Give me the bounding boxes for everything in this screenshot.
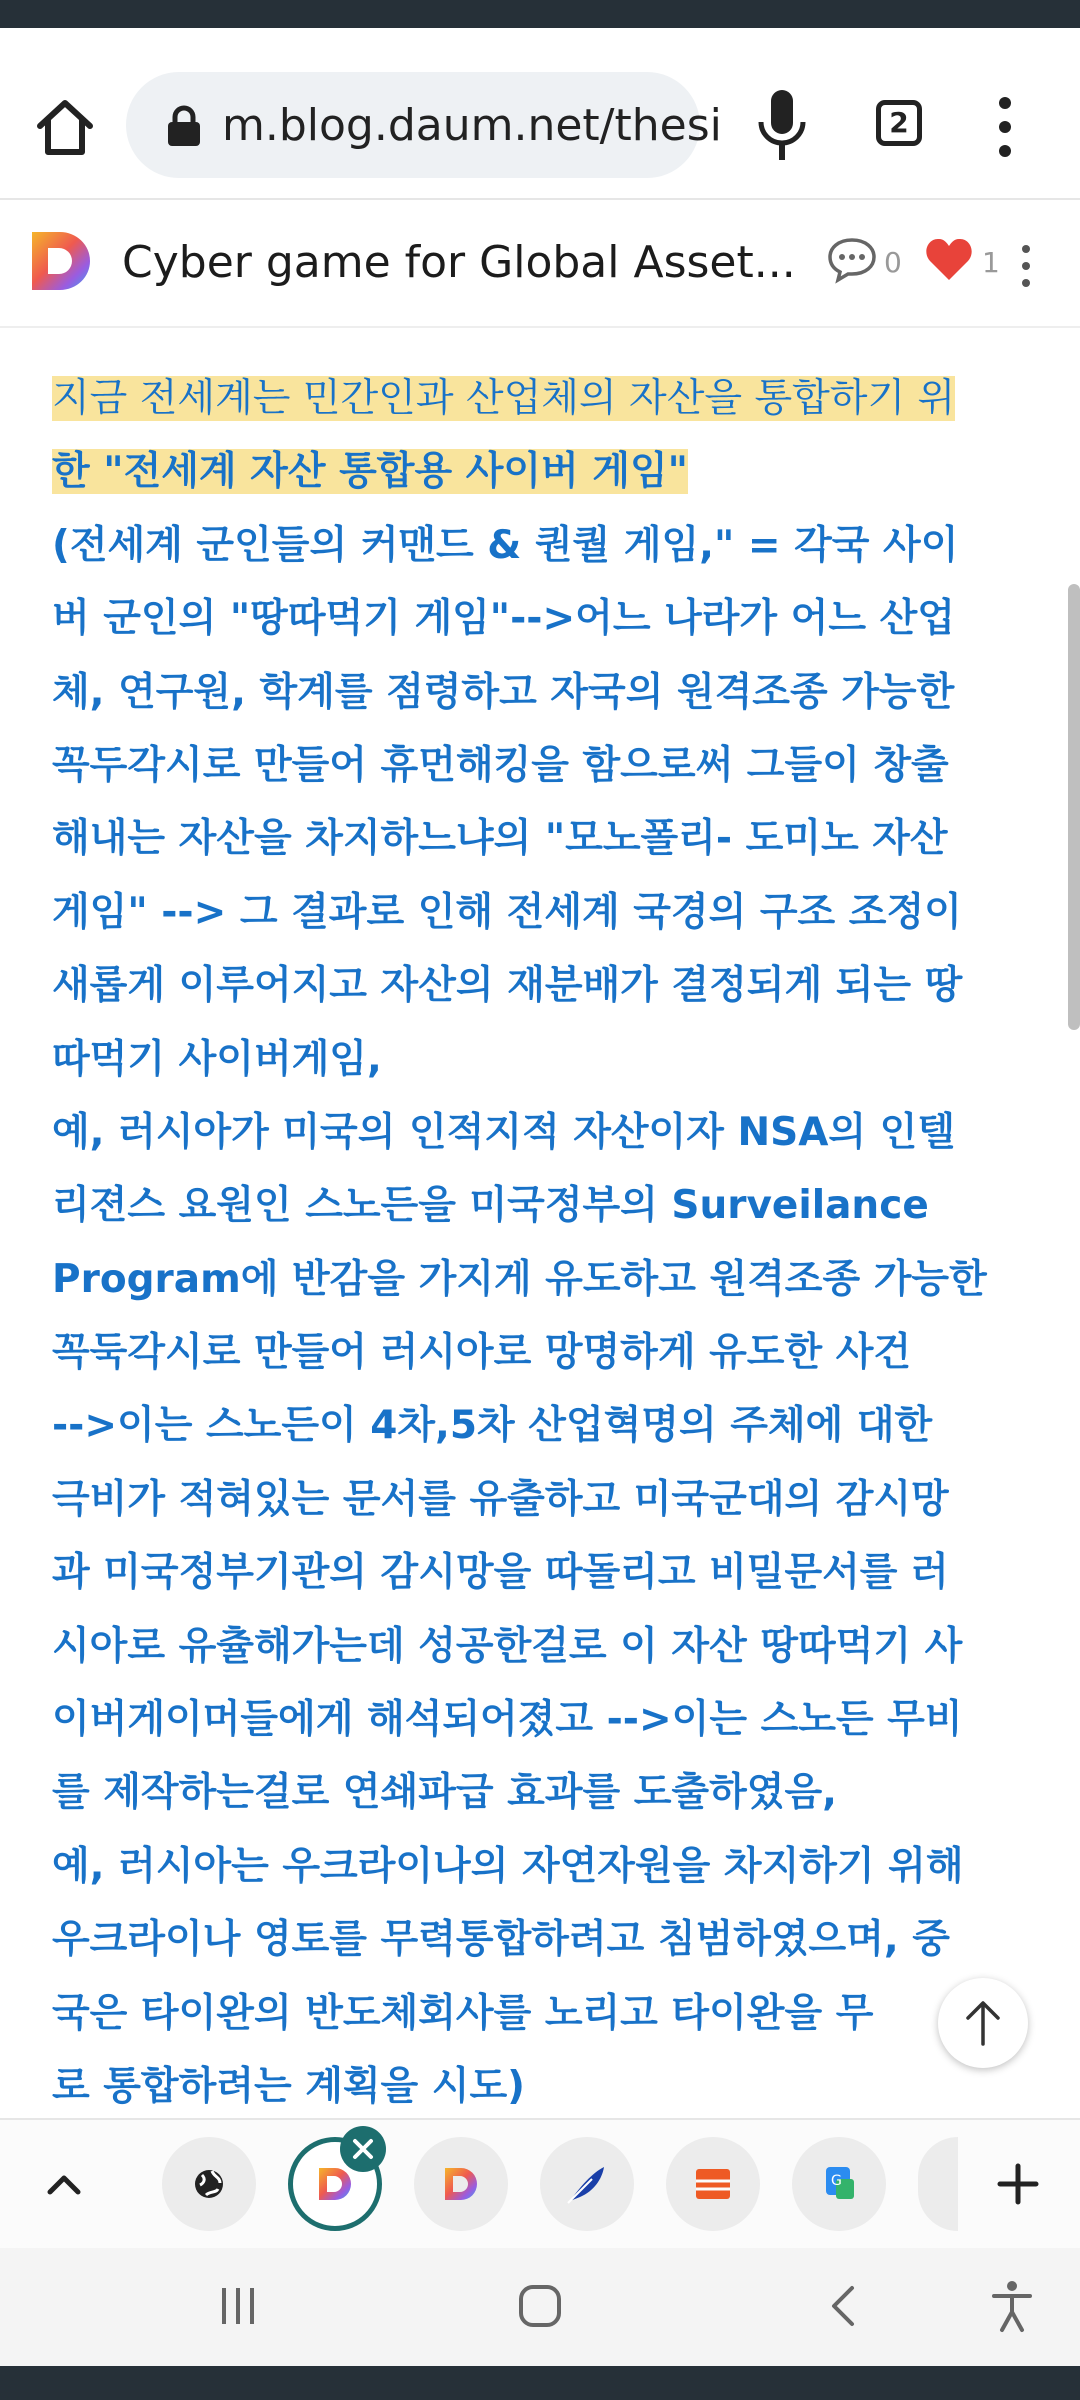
blog-title: Cyber game for Global Asset... xyxy=(122,237,796,288)
article-line-17: 과 미국정부기관의 감시망을 따돌리고 비밀문서를 러 xyxy=(52,1550,949,1596)
tab-partial[interactable] xyxy=(918,2137,958,2231)
scroll-to-top-button[interactable] xyxy=(938,1978,1028,2068)
close-icon xyxy=(340,2126,386,2172)
plus-icon[interactable] xyxy=(994,2160,1042,2208)
status-bar xyxy=(0,0,1080,28)
article-line-3: (전세계 군인들의 커맨드 & 퀀퀄 게임," = 각국 사이 xyxy=(52,522,959,568)
article-line-11: 예, 러시아가 미국의 인적지적 자산이자 NSA의 인텔 xyxy=(52,1109,955,1155)
article-line-12: 리젼스 요원인 스노든을 미국정부의 Surveilance xyxy=(52,1183,929,1229)
feather-icon xyxy=(540,2137,634,2231)
article-line-7: 해내는 자산을 차지하느냐의 "모노폴리- 도미노 자산 xyxy=(52,816,948,862)
highlighted-text: 지금 전세계는 민간인과 산업체의 자산을 통합하기 위 xyxy=(52,376,956,421)
blog-header xyxy=(0,200,1080,328)
close-tab-button[interactable] xyxy=(340,2126,386,2172)
chevron-up-icon[interactable] xyxy=(42,2162,86,2206)
daum-logo-icon[interactable] xyxy=(28,228,94,294)
article-line-22: 우크라이나 영토를 무력통합하려고 침범하였으며, 중 xyxy=(52,1917,950,1963)
article-line-15: -->이는 스노든이 4차,5차 산업혁명의 주체에 대한 xyxy=(52,1403,933,1449)
browser-toolbar xyxy=(0,28,1080,200)
article-line-13: Program에 반감을 가지게 유도하고 원격조종 가능한 xyxy=(52,1256,987,1302)
article-line-1 xyxy=(52,362,1032,435)
heart-icon[interactable] xyxy=(924,236,974,282)
url-text: m.blog.daum.net/thesi xyxy=(222,100,722,151)
article-line-14: 꼭둑각시로 만들어 러시아로 망명하게 유도한 사건 xyxy=(52,1330,912,1376)
lock-icon xyxy=(164,104,204,148)
arrow-up-icon xyxy=(938,1978,1028,2068)
more-options-icon[interactable] xyxy=(1018,242,1034,290)
article-line-16: 극비가 적혀있는 문서를 유출하고 미국군대의 감시망 xyxy=(52,1476,949,1522)
article-line-10: 따먹기 사이버게임, xyxy=(52,1036,382,1082)
globe-icon xyxy=(162,2137,256,2231)
article-line-20: 를 제작하는걸로 연쇄파급 효과를 도출하였음, xyxy=(52,1770,837,1816)
vertical-dots-icon[interactable] xyxy=(990,94,1020,160)
tab-switcher-button[interactable]: 2 xyxy=(876,100,922,146)
bottom-edge-bar xyxy=(0,2366,1080,2400)
speech-bubble-icon[interactable] xyxy=(826,236,878,282)
system-navigation-bar xyxy=(0,2248,1080,2366)
scrollbar-thumb[interactable] xyxy=(1068,584,1080,1030)
daum-tab-icon xyxy=(414,2137,508,2231)
article-body xyxy=(52,362,1032,2109)
mic-icon[interactable] xyxy=(752,84,812,168)
comment-count: 0 xyxy=(884,246,902,279)
article-line-21: 예, 러시아는 우크라이나의 자연자원을 차지하기 위해 xyxy=(52,1843,964,1889)
article-line-4: 버 군인의 "땅따먹기 게임"-->어느 나라가 어느 산업 xyxy=(52,596,955,642)
article-line-18: 시아로 유츌해가는데 성공한걸로 이 자산 땅따먹기 사 xyxy=(52,1623,963,1669)
svg-text:G: G xyxy=(831,2173,842,2189)
books-icon xyxy=(666,2137,760,2231)
article-line-6: 꼭두각시로 만들어 휴먼해킹을 함으로써 그들이 창출 xyxy=(52,742,949,788)
article-line-24: 로 통합하려는 계획을 시도) xyxy=(52,2063,525,2109)
tab-feather[interactable] xyxy=(540,2137,634,2231)
tab-books[interactable] xyxy=(666,2137,760,2231)
home-square-icon[interactable] xyxy=(516,2282,564,2330)
home-icon[interactable] xyxy=(30,92,100,162)
highlighted-text: 한 "전세계 자산 통합용 사이버 게임" xyxy=(52,449,688,495)
tab-daum[interactable] xyxy=(414,2137,508,2231)
tab-translate[interactable] xyxy=(792,2137,886,2231)
article-line-8: 게임" --> 그 결과로 인해 전세계 국경의 구조 조정이 xyxy=(52,889,962,935)
article-line-19: 이버게이머들에게 해석되어졌고 -->이는 스노든 무비 xyxy=(52,1697,963,1743)
article-line-5: 체, 연구원, 학계를 점령하고 자국의 원격조종 가능한 xyxy=(52,669,955,715)
back-chevron-icon[interactable] xyxy=(826,2282,862,2330)
article-line-9: 새롭게 이루어지고 자산의 재분배가 결정되게 되는 땅 xyxy=(52,963,963,1009)
translate-icon xyxy=(792,2137,886,2231)
tab-strip xyxy=(0,2118,1080,2248)
article-line-23: 국은 타이완의 반도체회사를 노리고 타이완을 무 xyxy=(52,1990,874,2036)
accessibility-icon[interactable] xyxy=(990,2278,1034,2334)
like-count: 1 xyxy=(982,246,1000,279)
article-line-2 xyxy=(52,435,1032,508)
tab-globe[interactable] xyxy=(162,2137,256,2231)
address-bar[interactable] xyxy=(126,72,722,178)
recents-icon[interactable] xyxy=(216,2282,260,2330)
